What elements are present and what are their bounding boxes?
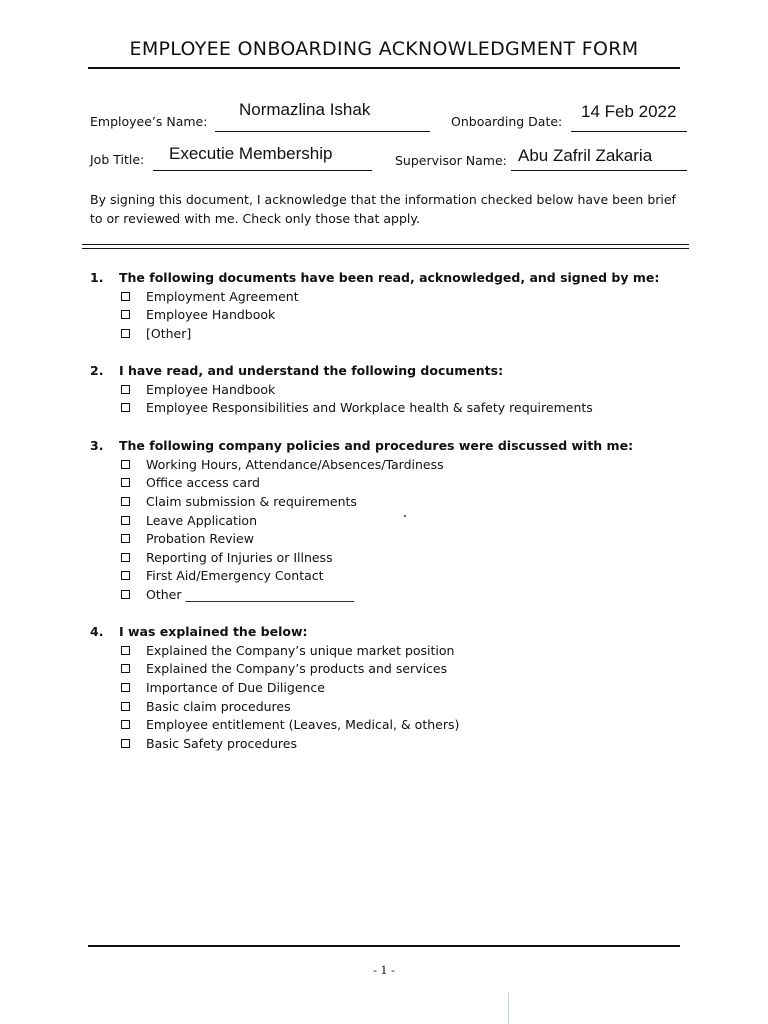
section-number: 2. [90,363,104,378]
employee-name-line [215,131,430,132]
checklist-item[interactable] [121,585,690,604]
section-heading: The following documents have been read, acknowledged, and signed by me: [119,270,660,285]
onboarding-date-label: Onboarding Date: [451,114,563,129]
checkbox-icon[interactable] [121,553,130,562]
checkbox-icon[interactable] [121,571,130,580]
job-title-line [153,170,372,171]
item-label: Working Hours, Attendance/Absences/Tardiness [146,456,444,472]
checklist-item[interactable] [121,306,690,325]
job-title-label: Job Title: [90,152,145,167]
item-label: Explained the Company’s unique market position [146,642,455,658]
checklist-item[interactable] [121,734,690,753]
item-label: Employee Responsibilities and Workplace health & safety requirements [146,400,593,416]
checklist-item[interactable] [121,492,690,511]
checklist-item[interactable] [121,455,690,474]
job-title-value[interactable]: Executie Membership [169,144,333,163]
checklist-item[interactable] [121,399,690,418]
item-label: Reporting of Injuries or Illness [146,549,333,565]
checkbox-icon[interactable] [121,310,130,319]
item-label: Claim submission & requirements [146,493,357,509]
section-heading: The following company policies and procedures were discussed with me: [119,438,634,453]
intro-paragraph: By signing this document, I acknowledge that the information checked below have been brief to or reviewed with me. Check only those that apply. [90,192,676,226]
checkbox-icon[interactable] [121,385,130,394]
onboarding-date-line [571,131,687,132]
scan-edge-mark [508,992,509,1024]
supervisor-line [511,170,687,171]
item-label: Leave Application [146,512,257,528]
checklist-item[interactable] [121,697,690,716]
supervisor-value[interactable]: Abu Zafril Zakaria [518,146,653,165]
supervisor-label: Supervisor Name: [395,153,507,168]
checklist-item[interactable] [121,548,690,567]
divider-bottom [82,248,689,249]
checkbox-icon[interactable] [121,478,130,487]
checkbox-icon[interactable] [121,516,130,525]
checklist-item[interactable] [121,287,690,306]
checkbox-icon[interactable] [121,720,130,729]
checklist-item[interactable] [121,380,690,399]
checklist-item[interactable] [121,324,690,343]
item-label: Basic Safety procedures [146,735,297,751]
checkbox-icon[interactable] [121,739,130,748]
section-number: 4. [90,624,104,639]
item-label: Employee Handbook [146,381,276,397]
checkbox-icon[interactable] [121,292,130,301]
onboarding-date-value[interactable]: 14 Feb 2022 [581,102,677,121]
checkbox-icon[interactable] [121,534,130,543]
checklist-item[interactable] [121,678,690,697]
checklist-item[interactable] [121,474,690,493]
checkbox-icon[interactable] [121,329,130,338]
item-label: Probation Review [146,531,254,547]
checkbox-icon[interactable] [121,646,130,655]
employee-name-value[interactable]: Normazlina Ishak [239,100,371,119]
title-underline [88,67,680,69]
checklist-item[interactable] [121,529,690,548]
checklist-item[interactable] [121,660,690,679]
checklist-item[interactable] [121,567,690,586]
checkbox-icon[interactable] [121,683,130,692]
checkbox-icon[interactable] [121,497,130,506]
checklist-item[interactable] [121,641,690,660]
section-1 [90,268,690,343]
section-4 [90,622,690,753]
section-heading: I was explained the below: [119,624,308,639]
section-number: 1. [90,270,104,285]
item-label: Employee Handbook [146,307,276,323]
section-2 [90,361,690,417]
stray-dot [404,515,406,517]
employee-name-label: Employee’s Name: [90,114,208,129]
item-label: [Other] [146,325,192,341]
item-label: Employee entitlement (Leaves, Medical, & others) [146,717,460,733]
item-label: Importance of Due Diligence [146,679,325,695]
checkbox-icon[interactable] [121,664,130,673]
section-number: 3. [90,438,104,453]
item-label: First Aid/Emergency Contact [146,568,324,584]
checkbox-icon[interactable] [121,590,130,599]
page-number: - 1 - [373,964,395,977]
form-title: EMPLOYEE ONBOARDING ACKNOWLEDGMENT FORM [129,38,639,60]
divider-top [82,244,689,245]
checkbox-icon[interactable] [121,460,130,469]
item-label: Office access card [146,475,260,491]
checklist-item[interactable] [121,511,690,530]
footer-rule [88,945,680,947]
section-3 [90,436,690,604]
item-label: Explained the Company’s products and services [146,661,448,677]
item-label: Basic claim procedures [146,698,291,714]
checklist-item[interactable] [121,715,690,734]
item-label: Other ___________________________ [146,586,355,602]
section-heading: I have read, and understand the following documents: [119,363,504,378]
checkbox-icon[interactable] [121,403,130,412]
item-label: Employment Agreement [146,288,299,304]
checkbox-icon[interactable] [121,702,130,711]
